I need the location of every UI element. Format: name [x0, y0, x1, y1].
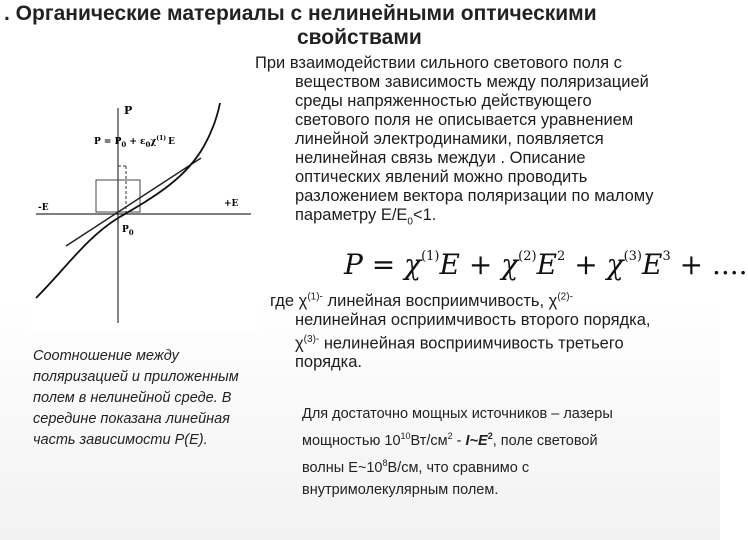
caption-line: часть зависимости P(E).	[33, 432, 208, 448]
laser-note	[302, 403, 702, 501]
label-p: P	[124, 104, 133, 117]
caption-line: полем в нелинейной среде. В	[33, 390, 232, 406]
title-line-1: . Органические материалы с нелинейными оптическими	[4, 2, 597, 25]
caption-line: середине показана линейная	[33, 411, 230, 427]
note-line-4: внутримолекулярным полем.	[302, 481, 499, 498]
note-line-2: мощностью $10^{10}Вт/см^2$ - $I\sim E^2$, поле световой	[302, 431, 598, 449]
intro-paragraph	[255, 54, 710, 231]
polarization-expansion-formula: $P = \chi^{(1)}E + \chi^{(2)}E^2 + \chi^{(3)}E^3$ + ....	[344, 248, 748, 281]
label-plus-e: +E	[224, 199, 239, 209]
intro-line: разложением вектора поляризации по малому	[295, 187, 654, 205]
intro-line: линейной электродинамики, появляется	[295, 130, 604, 148]
figure-caption	[33, 346, 273, 451]
note-line-3: волны $E\sim 10^8В/см$, что сравнимо с	[302, 457, 530, 476]
caption-line: поляризацией и приложенным	[33, 369, 239, 385]
polarization-figure	[26, 98, 262, 330]
intro-last-line: параметру $E/E_0<1$.	[295, 206, 437, 228]
where-line-4: порядка.	[295, 353, 363, 371]
intro-line: среды напряженностью действующего	[295, 92, 592, 110]
intro-line: веществом зависимость между поляризацией	[295, 73, 649, 91]
label-equation: $P = P_0 + \varepsilon_0\chi^{(1)}$ E	[94, 135, 176, 149]
label-minus-e: -E	[38, 203, 49, 213]
label-p0: $P_0$	[122, 225, 134, 237]
nonlinear-curve	[36, 103, 220, 298]
intro-first-line: При взаимодействии сильного светового поля с	[255, 54, 622, 72]
pe-curve-graph	[26, 98, 262, 330]
where-line-2: нелинейная осприимчивость второго порядка,	[295, 310, 651, 329]
susceptibility-explanation	[270, 287, 715, 372]
note-line-1: Для достаточно мощных источников – лазеры	[302, 406, 613, 422]
intro-line: светового поля не описывается уравнением	[295, 111, 634, 129]
caption-line: Соотношение между	[33, 348, 179, 364]
where-line-1: где $\chi^{(1)-}$ линейная восприимчивость, $\chi^{(2)-}$	[270, 291, 573, 310]
where-line-3: $\chi^{(3)-}$ нелинейная восприимчивость третьего	[295, 333, 624, 352]
title-line-2: свойствами	[297, 26, 422, 49]
intro-line: нелинейная связь междуи . Описание	[295, 149, 586, 167]
intro-line: оптических явлений можно проводить	[295, 168, 588, 186]
